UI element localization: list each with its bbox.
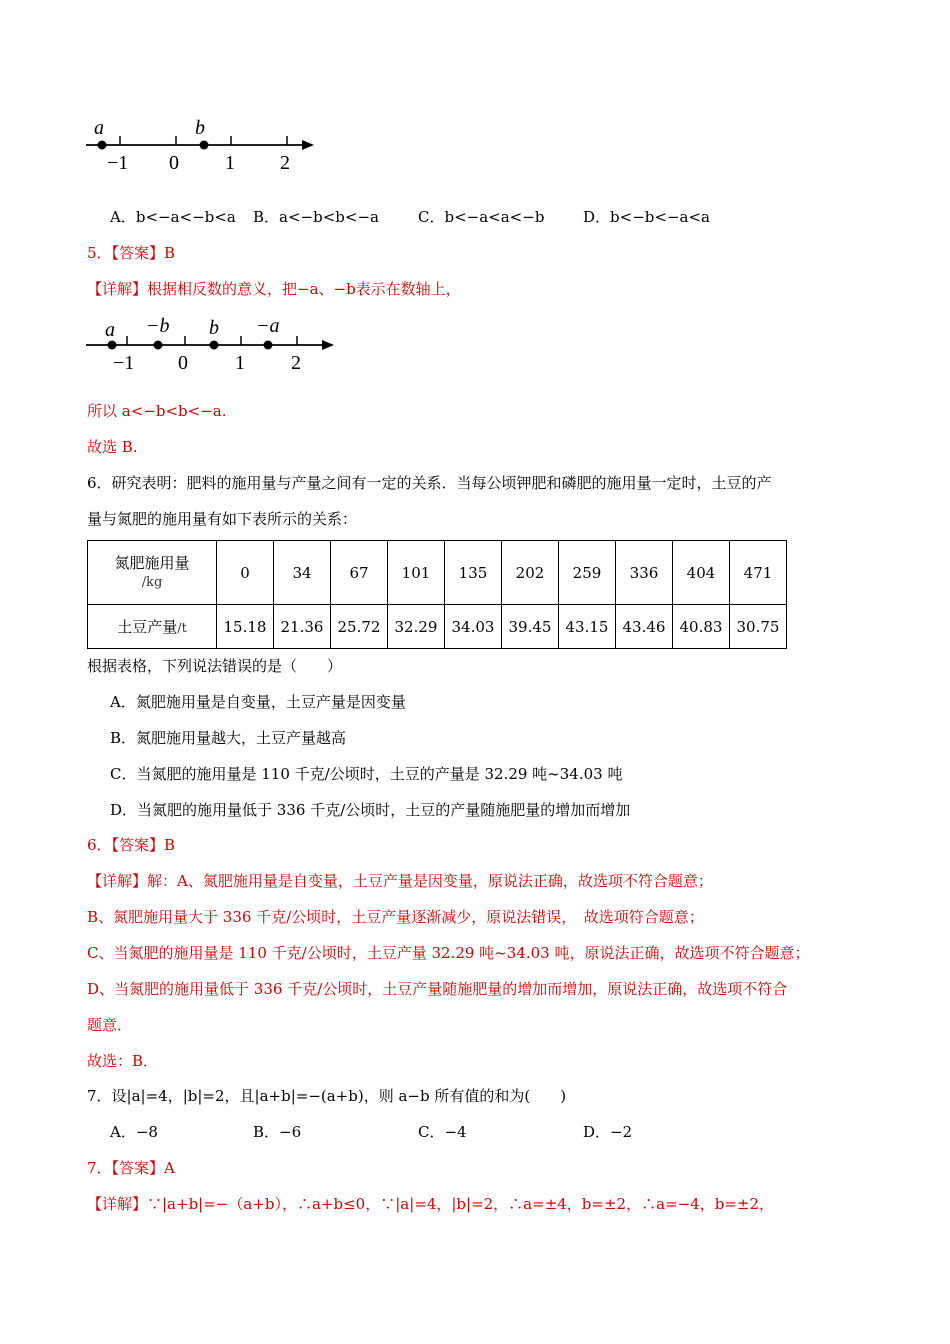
row2-header: 土豆产量 bbox=[117, 618, 178, 636]
label-neg-a: −a bbox=[256, 315, 280, 337]
q6-option-b: B．氮肥施用量越大，土豆产量越高 bbox=[110, 729, 347, 747]
q4-number-line bbox=[80, 110, 330, 180]
table-cell: 404 bbox=[673, 541, 730, 605]
table-cell: 471 bbox=[730, 541, 787, 605]
table-cell: 25.72 bbox=[331, 605, 388, 649]
table-row-yield bbox=[88, 605, 787, 649]
tick-0: 0 bbox=[178, 352, 188, 374]
q4-option-d: D．b<−b<−a<a bbox=[583, 208, 710, 226]
table-cell: 67 bbox=[331, 541, 388, 605]
table-cell: 39.45 bbox=[502, 605, 559, 649]
a5-number-line bbox=[80, 310, 350, 380]
label-a: a bbox=[105, 319, 115, 341]
table-cell: 34.03 bbox=[445, 605, 502, 649]
q4-option-a: A．b<−a<−b<a bbox=[110, 208, 236, 226]
row2-unit: /t bbox=[177, 621, 187, 636]
q6-option-d: D．当氮肥的施用量低于 336 千克/公顷时，土豆的产量随施肥量的增加而增加 bbox=[110, 801, 631, 819]
point-a bbox=[98, 141, 107, 150]
a5-answer-label: 5．【答案】B bbox=[87, 244, 176, 262]
q4-option-c: C．b<−a<a<−b bbox=[418, 208, 545, 226]
point-b bbox=[200, 141, 209, 150]
q6-question: 根据表格，下列说法错误的是（ ） bbox=[87, 657, 343, 675]
table-cell: 336 bbox=[616, 541, 673, 605]
table-cell: 101 bbox=[388, 541, 445, 605]
row1-header-cell bbox=[88, 541, 217, 605]
a5-detail: 【详解】根据相反数的意义，把−a、−b表示在数轴上， bbox=[87, 280, 461, 298]
label-b: b bbox=[209, 317, 219, 339]
q6-stem-line2: 量与氮肥的施用量有如下表所示的关系： bbox=[87, 510, 358, 528]
a7-detail: 【详解】∵|a+b|=−（a+b），∴a+b≤0，∵|a|=4，|b|=2，∴a=±4，b=±2，∴a=−4，b=±2， bbox=[87, 1195, 774, 1213]
table-cell: 21.36 bbox=[274, 605, 331, 649]
point-b bbox=[210, 341, 219, 350]
table-cell: 30.75 bbox=[730, 605, 787, 649]
q4-option-b: B．a<−b<b<−a bbox=[253, 208, 379, 226]
table-cell: 40.83 bbox=[673, 605, 730, 649]
q6-option-a: A．氮肥施用量是自变量，土豆产量是因变量 bbox=[110, 693, 406, 711]
q7-option-b: B．−6 bbox=[253, 1123, 302, 1141]
a6-answer-label: 6．【答案】B bbox=[87, 836, 176, 854]
a6-line-5: 题意． bbox=[87, 1016, 133, 1034]
q6-data-table bbox=[87, 540, 787, 649]
a6-line-3: C、当氮肥的施用量是 110 千克/公顷时，土豆产量 32.29 吨~34.03 吨，原说法正确，故选项不符合题意； bbox=[87, 944, 810, 962]
a5-choose: 故选 B. bbox=[87, 438, 138, 456]
table-cell: 43.46 bbox=[616, 605, 673, 649]
table-cell: 0 bbox=[217, 541, 274, 605]
tick-neg1: −1 bbox=[113, 352, 135, 374]
table-cell: 15.18 bbox=[217, 605, 274, 649]
table-cell: 135 bbox=[445, 541, 502, 605]
row1-unit: /kg bbox=[141, 574, 163, 590]
a7-answer-label: 7．【答案】A bbox=[87, 1159, 175, 1177]
q7-option-d: D．−2 bbox=[583, 1123, 633, 1141]
table-cell: 202 bbox=[502, 541, 559, 605]
q6-stem-line1: 6．研究表明：肥料的施用量与产量之间有一定的关系．当每公顷钾肥和磷肥的施用量一定时，土豆的产 bbox=[87, 474, 772, 492]
tick-neg1: −1 bbox=[107, 152, 129, 174]
table-cell: 43.15 bbox=[559, 605, 616, 649]
q7-option-a: A．−8 bbox=[110, 1123, 158, 1141]
a6-line-2: B、氮肥施用量大于 336 千克/公顷时，土豆产量逐渐减少，原说法错误， 故选项符合题意； bbox=[87, 908, 704, 926]
a6-line-4: D、当氮肥的施用量低于 336 千克/公顷时，土豆产量随施肥量的增加而增加，原说法正确，故选项不符合 bbox=[87, 980, 788, 998]
tick-2: 2 bbox=[280, 152, 290, 174]
a6-choose: 故选：B． bbox=[87, 1052, 159, 1070]
row2-header-cell bbox=[88, 605, 217, 649]
table-cell: 32.29 bbox=[388, 605, 445, 649]
point-neg-a bbox=[264, 341, 273, 350]
q6-option-c: C．当氮肥的施用量是 110 千克/公顷时，土豆的产量是 32.29 吨~34.03 吨 bbox=[110, 765, 623, 783]
point-neg-b bbox=[154, 341, 163, 350]
tick-2: 2 bbox=[291, 352, 301, 374]
label-b: b bbox=[195, 117, 205, 139]
label-neg-b: −b bbox=[146, 315, 170, 337]
table-cell: 34 bbox=[274, 541, 331, 605]
a6-line-1: 【详解】解：A、氮肥施用量是自变量，土豆产量是因变量，原说法正确，故选项不符合题意； bbox=[87, 872, 713, 890]
row1-header: 氮肥施用量 bbox=[114, 553, 190, 572]
tick-1: 1 bbox=[225, 152, 235, 174]
table-cell: 259 bbox=[559, 541, 616, 605]
q7-option-c: C．−4 bbox=[418, 1123, 467, 1141]
tick-1: 1 bbox=[235, 352, 245, 374]
a5-conclusion: 所以 a<−b<b<−a. bbox=[87, 402, 227, 420]
label-a: a bbox=[94, 117, 104, 139]
tick-0: 0 bbox=[169, 152, 179, 174]
table-row-nitrogen bbox=[88, 541, 787, 605]
q7-stem: 7．设|a|=4，|b|=2，且|a+b|=−(a+b)，则 a−b 所有值的和为( ) bbox=[87, 1087, 567, 1105]
point-a bbox=[108, 341, 117, 350]
